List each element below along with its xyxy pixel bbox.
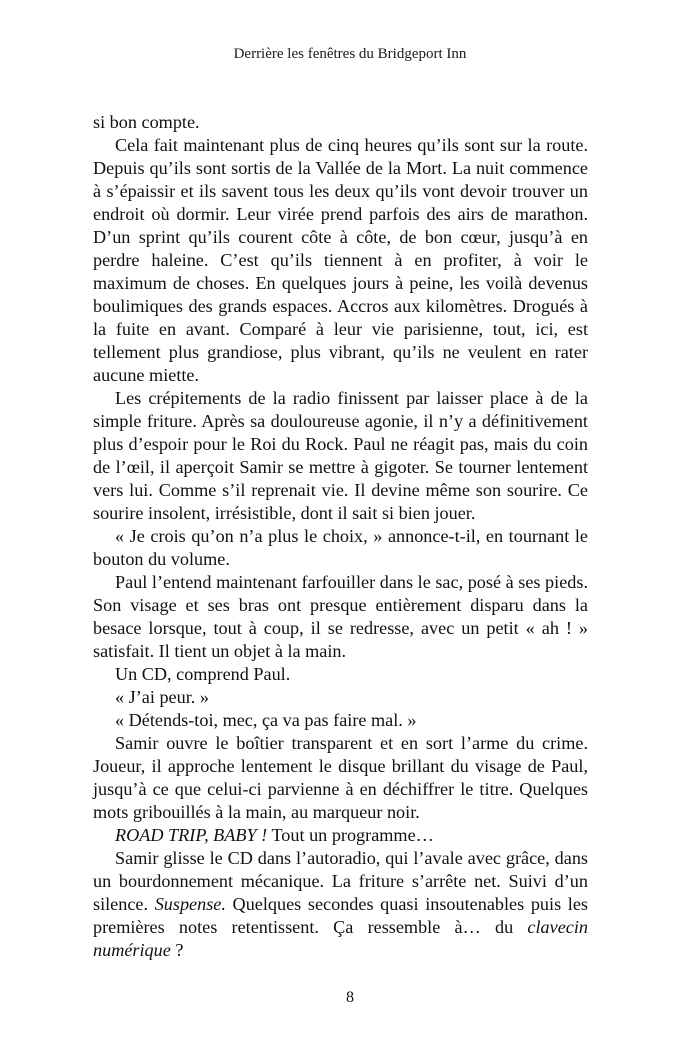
italic-title: ROAD TRIP, BABY ! — [115, 825, 268, 845]
paragraph: si bon compte. — [93, 112, 200, 132]
paragraph — [93, 824, 588, 847]
paragraph — [93, 847, 588, 962]
text-run: ? — [170, 940, 184, 960]
text-run: Samir glisse le CD dans l’autoradio, qui l’avale avec grâce, dans un bourdonnement mécanique. La friture s’arrête net. Suivi d’un silence. — [93, 848, 588, 914]
text-run: Quelques secondes quasi insoutenables puis les premières notes retentissent. Ça ressemble à… du — [93, 894, 588, 937]
text-run: Tout un programme… — [267, 825, 434, 845]
page-number: 8 — [346, 989, 354, 1006]
italic-phrase: clavecin numérique — [93, 917, 588, 960]
body-text — [93, 111, 588, 962]
paragraph: Paul l’entend maintenant farfouiller dans le sac, posé à ses pieds. Son visage et ses bras ont presque entièrement disparu dans la besace lorsque, tout à coup, il se redresse, avec un petit « ah ! » satisfait. Il tient un objet à la main. — [93, 572, 588, 661]
paragraph: Samir ouvre le boîtier transparent et en sort l’arme du crime. Joueur, il approche lentement le disque brillant du visage de Paul, jusqu’à ce que celui-ci parvienne à en déchiffrer le titre. Quelques mots gribouillés à la main, au marqueur noir. — [93, 733, 588, 822]
italic-word: Suspense. — [154, 894, 226, 914]
paragraph: Les crépitements de la radio finissent par laisser place à de la simple friture. Après sa douloureuse agonie, il n’y a définitivement plus d’espoir pour le Roi du Rock. Paul ne réagit pas, mais du coin de l’œil, il aperçoit Samir se mettre à gigoter. Se tourner lentement vers lui. Comme s’il reprenait vie. Il devine même son sourire. Ce sourire insolent, irrésistible, dont il sait si bien jouer. — [93, 388, 588, 523]
paragraph: « Je crois qu’on n’a plus le choix, » annonce-t-il, en tournant le bouton du volume. — [93, 526, 588, 569]
paragraph: « J’ai peur. » — [115, 687, 209, 707]
paragraph: Un CD, comprend Paul. — [115, 664, 291, 684]
running-head: Derrière les fenêtres du Bridgeport Inn — [233, 46, 467, 62]
paragraph: Cela fait maintenant plus de cinq heures qu’ils sont sur la route. Depuis qu’ils sont sortis de la Vallée de la Mort. La nuit commence à s’épaissir et ils savent tous les deux qu’ils vont devoir trouver un endroit où dormir. Leur virée prend parfois des airs de marathon. D’un sprint qu’ils courent côte à côte, de bon cœur, jusqu’à en perdre haleine. C’est qu’ils tiennent à en profiter, à voir le maximum de choses. En quelques jours à peine, les voilà devenus boulimiques des grands espaces. Accros aux kilomètres. Drogués à la fuite en avant. Comparé à leur vie parisienne, tout, ici, est tellement plus grandiose, plus vibrant, qu’ils ne veulent en rater aucune miette. — [93, 135, 588, 385]
paragraph: « Détends-toi, mec, ça va pas faire mal. » — [115, 710, 417, 730]
